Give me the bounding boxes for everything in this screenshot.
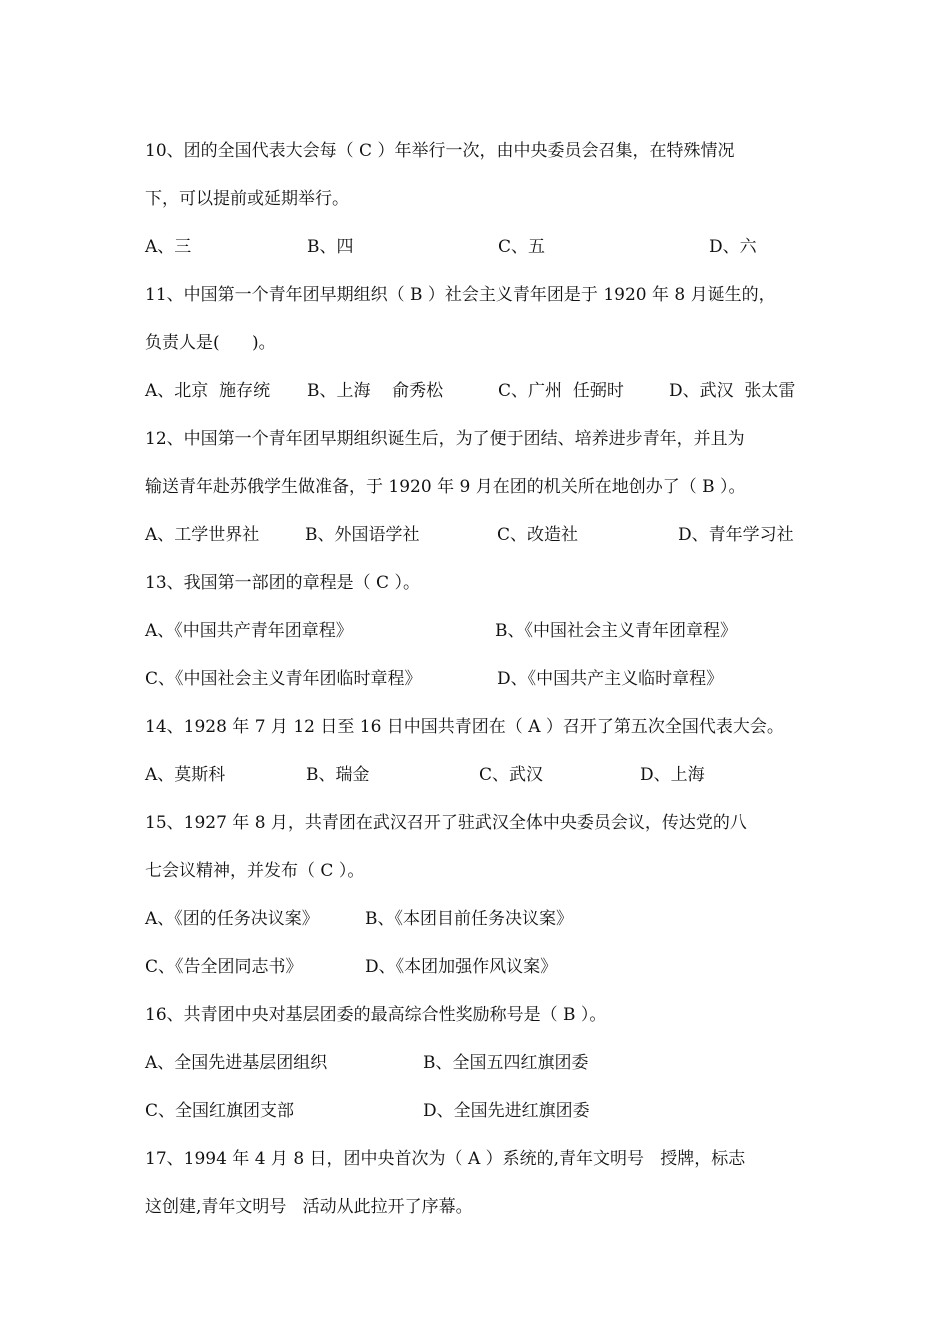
question-13-option-d: D、《中国共产主义临时章程》 <box>497 669 724 689</box>
question-13-line-1: 13、我国第一部团的章程是（ C ）。 <box>145 573 420 593</box>
question-15-line-2: 七会议精神，并发布（ C ）。 <box>145 861 365 881</box>
question-16-option-a: A、全国先进基层团组织 <box>145 1053 328 1073</box>
question-16-option-c: C、全国红旗团支部 <box>145 1101 295 1121</box>
question-15-option-d: D、《本团加强作风议案》 <box>365 957 558 977</box>
question-12-option-d: D、青年学习社 <box>678 525 794 545</box>
question-10-option-b: B、四 <box>307 237 354 257</box>
question-12-line-2: 输送青年赴苏俄学生做准备，于 1920 年 9 月在团的机关所在地创办了（ B ）。 <box>145 477 746 497</box>
question-11-option-b: B、上海 俞秀松 <box>307 381 444 401</box>
question-12-line-1: 12、中国第一个青年团早期组织诞生后，为了便于团结、培养进步青年，并且为 <box>145 429 745 449</box>
question-14-option-c: C、武汉 <box>479 765 544 785</box>
question-10-option-a: A、三 <box>145 237 192 257</box>
question-11-option-d: D、武汉 张太雷 <box>669 381 796 401</box>
question-12-option-c: C、改造社 <box>497 525 579 545</box>
question-14-option-a: A、莫斯科 <box>145 765 226 785</box>
question-17-line-2: 这创建,青年文明号 活动从此拉开了序幕。 <box>145 1197 473 1217</box>
question-13-option-a: A、《中国共产青年团章程》 <box>145 621 353 641</box>
question-10-option-d: D、六 <box>709 237 757 257</box>
question-13-option-b: B、《中国社会主义青年团章程》 <box>495 621 737 641</box>
question-10-line-1: 10、团的全国代表大会每（ C ）年举行一次，由中央委员会召集，在特殊情况 <box>145 141 735 161</box>
question-15-option-b: B、《本团目前任务决议案》 <box>365 909 573 929</box>
question-16-line-1: 16、共青团中央对基层团委的最高综合性奖励称号是（ B ）。 <box>145 1005 607 1025</box>
question-13-option-c: C、《中国社会主义青年团临时章程》 <box>145 669 422 689</box>
question-16-option-d: D、全国先进红旗团委 <box>423 1101 590 1121</box>
question-15-line-1: 15、1927 年 8 月，共青团在武汉召开了驻武汉全体中央委员会议，传达党的八 <box>145 813 747 833</box>
question-10-line-2: 下，可以提前或延期举行。 <box>145 189 349 209</box>
question-11-option-c: C、广州 任弼时 <box>498 381 624 401</box>
question-11-line-1: 11、中国第一个青年团早期组织（ B ）社会主义青年团是于 1920 年 8 月诞生的， <box>145 285 776 305</box>
question-11-line-2: 负责人是( )。 <box>145 333 276 353</box>
question-12-option-a: A、工学世界社 <box>145 525 260 545</box>
question-10-option-c: C、五 <box>498 237 546 257</box>
question-14-line-1: 14、1928 年 7 月 12 日至 16 日中国共青团在（ A ）召开了第五次全国代表大会。 <box>145 717 784 737</box>
question-14-option-d: D、上海 <box>640 765 705 785</box>
question-15-option-c: C、《告全团同志书》 <box>145 957 303 977</box>
question-15-option-a: A、《团的任务决议案》 <box>145 909 319 929</box>
question-16-option-b: B、全国五四红旗团委 <box>423 1053 589 1073</box>
question-17-line-1: 17、1994 年 4 月 8 日，团中央首次为（ A ）系统的,青年文明号 授牌，标志 <box>145 1149 746 1169</box>
question-14-option-b: B、瑞金 <box>306 765 370 785</box>
question-12-option-b: B、外国语学社 <box>305 525 420 545</box>
question-11-option-a: A、北京 施存统 <box>145 381 271 401</box>
